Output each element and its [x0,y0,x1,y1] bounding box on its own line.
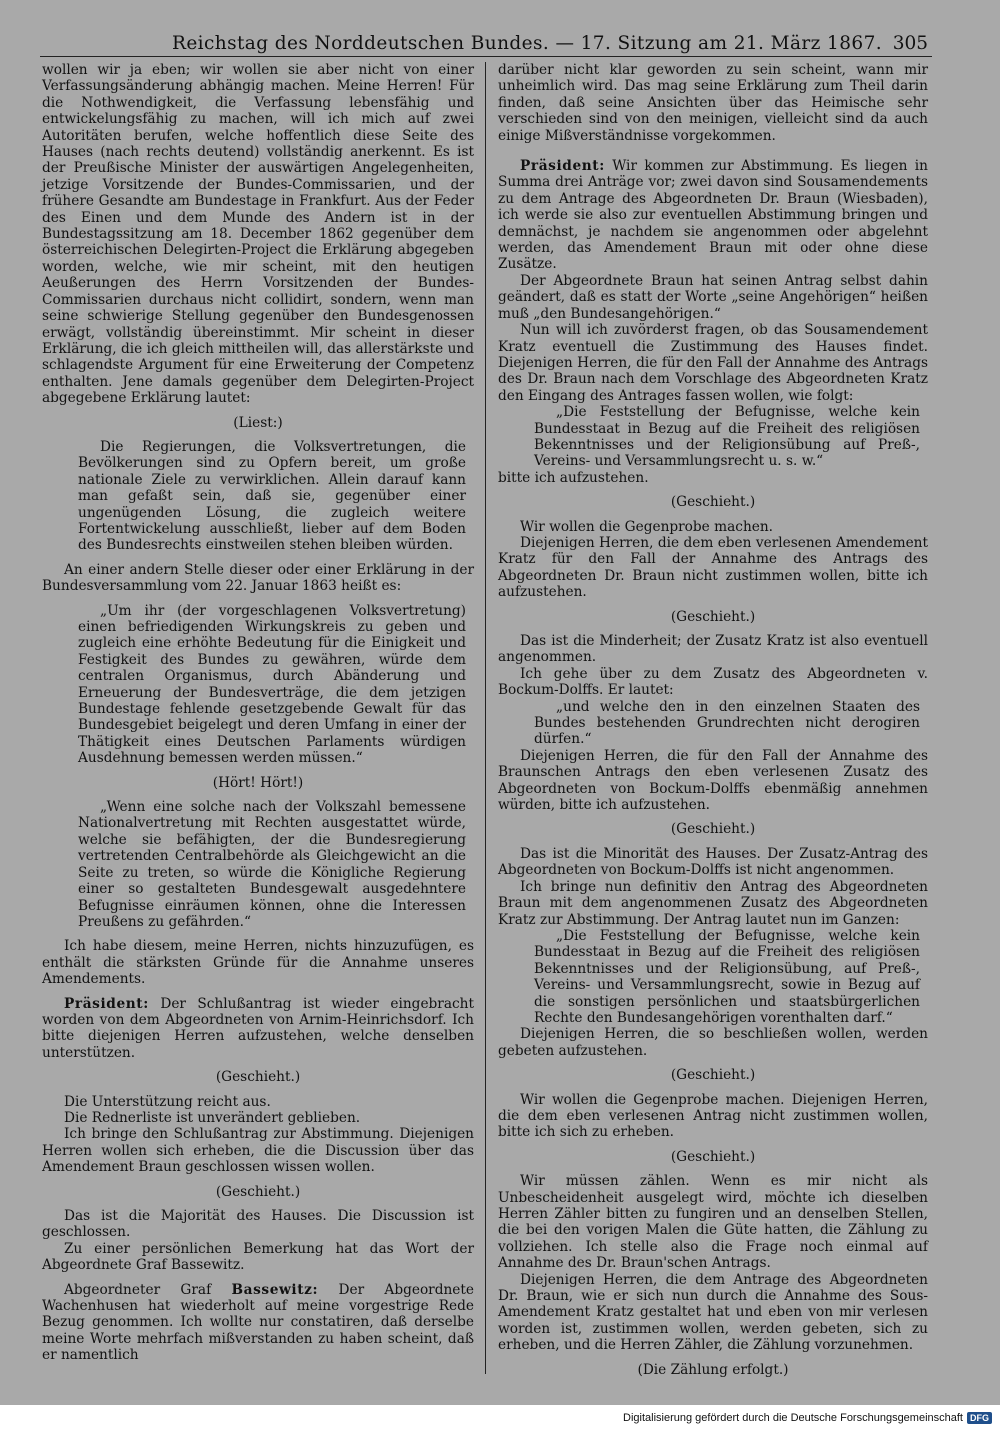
stage-direction: (Geschieht.) [670,494,756,511]
left-column [42,62,474,1364]
speech-paragraph [42,1282,474,1364]
paragraph: Das ist die Majorität des Hauses. Die Discussion ist geschlossen. [42,1208,474,1241]
paragraph: darüber nicht klar geworden zu sein scheint, wann mir unheimlich wird. Das mag seine Erklärung zum Theil darin finden, daß seine Ansichten über das Heimische sehr verschieden sind von den meinigen, vielleicht sind da auch einige Mißverständnisse vorgekommen. [498,62,928,144]
paragraph: Das ist die Minorität des Hauses. Der Zusatz-Antrag des Abgeordneten von Bockum-Dolffs ist nicht angenommen. [498,845,928,879]
dfg-logo: DFG [967,1412,992,1424]
stage-direction: (Liest:) [233,414,283,431]
paragraph: wollen wir ja eben; wir wollen sie aber nicht von einer Verfassungsänderung abhängig machen. Meine Herren! Für die Nothwendigkeit, die Verfassung lebensfähig und entwickelungsfähig zu machen, will ich mich auf zwei Autoritäten berufen, welche hoffentlich diese Seite des Hauses (nach rechts deutend) vollständig anerkennt. Es ist der Preußische Minister der auswärtigen Angelegenheiten, jetzige Vorsitzende der Bundes-Commissarien, und der frühere Gesandte am Bundestage in Frankfurt. Aus der Feder des Einen und dem Munde des Andern ist in der Bundestagssitzung am 18. December 1862 gegenüber dem österreichischen Delegirten-Project die Erklärung abgegeben worden, welche, wie mir scheint, mit den heutigen Aeußerungen des Herrn Vorsitzenden der Bundes-Commissarien durchaus nicht collidirt, sondern, wenn man seine schwierige Stellung gegenüber den Bundesgenossen erwägt, vollständig übereinstimmt. Mir scheint in dieser Erklärung, die ich gleich mittheilen will, das allerstärkste und schlagendste Argument für eine Erweiterung der Competenz enthalten. Jene damals gegenüber dem Delegirten-Project abgegebene Erklärung lautet: [42,62,474,407]
paragraph: Wir wollen die Gegenprobe machen. Diejenigen Herren, die dem eben verlesenen Antrag nicht zustimmen wollen, bitte ich sich zu erheben. [498,1091,928,1141]
speech-text: Der Schlußantrag ist wieder eingebracht worden von dem Abgeordneten von Arnim-Heinrichsdorf. Ich bitte diejenigen Herren aufzustehen, welche denselben unterstützen. [42,995,474,1061]
paragraph: Wir wollen die Gegenprobe machen. [520,518,774,535]
paragraph: Wir müssen zählen. Wenn es mir nicht als Unbescheidenheit ausgelegt wird, möchte ich dieselben Herren Zähler bitten zu fungiren und an denselben Stellen, die bei den vorigen Malen die Güte hatten, die Zählung zu vollziehen. Ich stelle also die Frage noch einmal auf Annahme des Dr. Braun'schen Antrags. [498,1173,928,1272]
paragraph: Zu einer persönlichen Bemerkung hat das Wort der Abgeordnete Graf Bassewitz. [42,1240,474,1274]
quotation: „Um ihr (der vorgeschlagenen Volksvertretung) einen befriedigenden Wirkungskreis zu geben und zugleich eine erhöhte Bedeutung für die Einigkeit und Festigkeit des Bundes zu gewähren, würde dem centralen Organismus, durch Abänderung und Erneuerung der Bundesverträge, die dem jetzigen Bundestage fehlende gesetzgebende Gewalt für das Bundesgebiet beigelegt und deren Umfang in einer der Thätigkeit eines Deutschen Parlaments würdigen Ausdehnung bemessen werden müssen.“ [78,602,466,767]
speech-paragraph [498,158,928,273]
stage-direction: (Geschieht.) [215,1183,301,1200]
quotation: „Die Feststellung der Befugnisse, welche kein Bundesstaat in Bezug auf die Freiheit des religiösen Bekenntnisses und der Religionsübung auf Preß-, Vereins- und Versammlungsrecht u. s. w.“ [534,404,920,470]
paragraph: Ich gehe über zu dem Zusatz des Abgeordneten v. Bockum-Dolffs. Er lautet: [498,665,928,699]
paragraph: Die Unterstützung reicht aus. [64,1093,271,1110]
running-header [40,30,932,57]
right-column [498,62,928,1386]
quotation: „Wenn eine solche nach der Volkszahl bemessene Nationalvertretung mit Rechten ausgestattet würde, welche sie befähigten, der die Bundesregierung vertretenden Centralbehörde als Gleichgewicht an die Seite zu treten, so würde die Königliche Regierung einer so gestalteten Bundesgewalt ausgedehntere Befugnisse einräumen können, ohne die Interessen Preußens zu gefährden.“ [78,799,466,930]
quotation: „und welche den in den einzelnen Staaten des Bundes bestehenden Grundrechten nicht derogiren dürfen.“ [534,698,920,748]
paragraph: Die Rednerliste ist unverändert geblieben. [64,1109,361,1126]
speech-text: Der Abgeordnete Wachenhusen hat wiederholt auf meine vorgestrige Rede Bezug genommen. Ich wollte nur constatiren, daß derselbe meine Worte mehrfach mißverstanden zu haben scheint, daß er namentlich [42,1281,475,1364]
paragraph: Diejenigen Herren, die so beschließen wollen, werden gebeten aufzustehen. [498,1026,928,1059]
speech-paragraph [42,996,474,1062]
speech-text: Wir kommen zur Abstimmung. Es liegen in Summa drei Anträge vor; zwei davon sind Sousamendements zu dem Antrage des Abgeordneten Dr. Braun (Wiesbaden), ich werde sie also zur eventuellen Abstimmung bringen und demnächst, je nachdem sie angenommen oder abgelehnt werden, das Amendement Braun mit oder ohne diese Zusätze. [498,158,928,273]
page-number: 305 [892,33,928,54]
paragraph: Ich habe diesem, meine Herren, nichts hinzuzufügen, es enthält die stärksten Gründe für die Annahme unseres Amendements. [42,938,474,988]
stage-direction: (Geschieht.) [670,1067,756,1084]
header-title: Reichstag des Norddeutschen Bundes. — 17. Sitzung am 21. März 1867. [172,33,883,54]
paragraph: Diejenigen Herren, die dem Antrage des Abgeordneten Dr. Braun, wie er sich nun durch die Annahme des Sous-Amendement Kratz gestaltet hat und eben von mir verlesen worden ist, zustimmen wollen, werden gebeten, sich zu erheben, und die Herren Zähler, die Zählung vorzunehmen. [498,1271,928,1354]
speaker-name: Präsident: [64,995,149,1012]
paragraph: Ich bringe nun definitiv den Antrag des Abgeordneten Braun mit dem angenommenen Zusatz des Abgeordneten Kratz zur Abstimmung. Der Antrag lautet nun im Ganzen: [498,878,928,928]
paragraph: An einer andern Stelle dieser oder einer Erklärung in der Bundesversammlung vom 22. Januar 1863 heißt es: [42,561,474,595]
credit-text: Digitalisierung gefördert durch die Deutsche Forschungsgemeinschaft [623,1412,963,1424]
speaker-name: Bassewitz: [231,1281,319,1298]
paragraph: bitte ich aufzustehen. [498,469,649,486]
paragraph: Diejenigen Herren, die für den Fall der Annahme des Braunschen Antrags den eben verlesenen Zusatz des Abgeordneten von Bockum-Dolffs ebenmäßig annehmen würden, bitte ich aufzustehen. [498,747,928,814]
paragraph: Nun will ich zuvörderst fragen, ob das Sousamendement Kratz eventuell die Zustimmung des Hauses findet. Diejenigen Herren, die für den Fall der Annahme des Antrags des Dr. Braun nach dem Vorschlage des Abgeordneten Kratz den Eingang des Antrages fassen wollen, wie folgt: [498,322,928,404]
paragraph: Diejenigen Herren, die dem eben verlesenen Amendement Kratz für den Fall der Annahme des Antrags des Abgeordneten Dr. Braun nicht zustimmen wollen, bitte ich aufzustehen. [498,534,928,601]
stage-direction: (Hört! Hört!) [212,774,304,791]
column-divider [485,62,486,1374]
stage-direction: (Geschieht.) [215,1069,301,1086]
speaker-name: Präsident: [520,158,605,175]
stage-direction: (Geschieht.) [670,1148,756,1165]
stage-direction: (Geschieht.) [670,608,756,625]
paragraph: Der Abgeordnete Braun hat seinen Antrag selbst dahin geändert, daß es statt der Worte „seine Angehörigen“ heißen muß „den Bundesangehörigen.“ [498,272,928,322]
stage-direction: (Geschieht.) [670,821,756,838]
quotation: Die Regierungen, die Volksvertretungen, die Bevölkerungen sind zu Opfern bereit, um große nationale Ziele zu verwirklichen. Allein darauf kann man gefaßt sein, daß sie, gegenüber einer ungenügenden Lösung, die zugleich weitere Fortentwickelung ausschließt, lieber auf dem Boden des Bundesrechts einstweilen stehen bleiben würden. [78,438,466,554]
quotation: „Die Feststellung der Befugnisse, welche kein Bundesstaat in Bezug auf die Freiheit des religiösen Bekenntnisses und der Religionsübung, auf Preß-, Vereins- und Versammlungsrecht, sowie in Bezug auf die sonstigen persönlichen und staatsbürgerlichen Rechte den Bundesangehörigen vorenthalten darf.“ [534,927,920,1026]
paragraph: Das ist die Minderheit; der Zusatz Kratz ist also eventuell angenommen. [498,633,928,666]
stage-direction: (Die Zählung erfolgt.) [637,1361,789,1378]
paragraph: Ich bringe den Schlußantrag zur Abstimmung. Diejenigen Herren wollen sich erheben, die die Discussion über das Amendement Braun geschlossen wissen wollen. [42,1126,474,1176]
speaker-title: Abgeordneter Graf [64,1281,212,1298]
digitization-credit [623,1412,992,1424]
